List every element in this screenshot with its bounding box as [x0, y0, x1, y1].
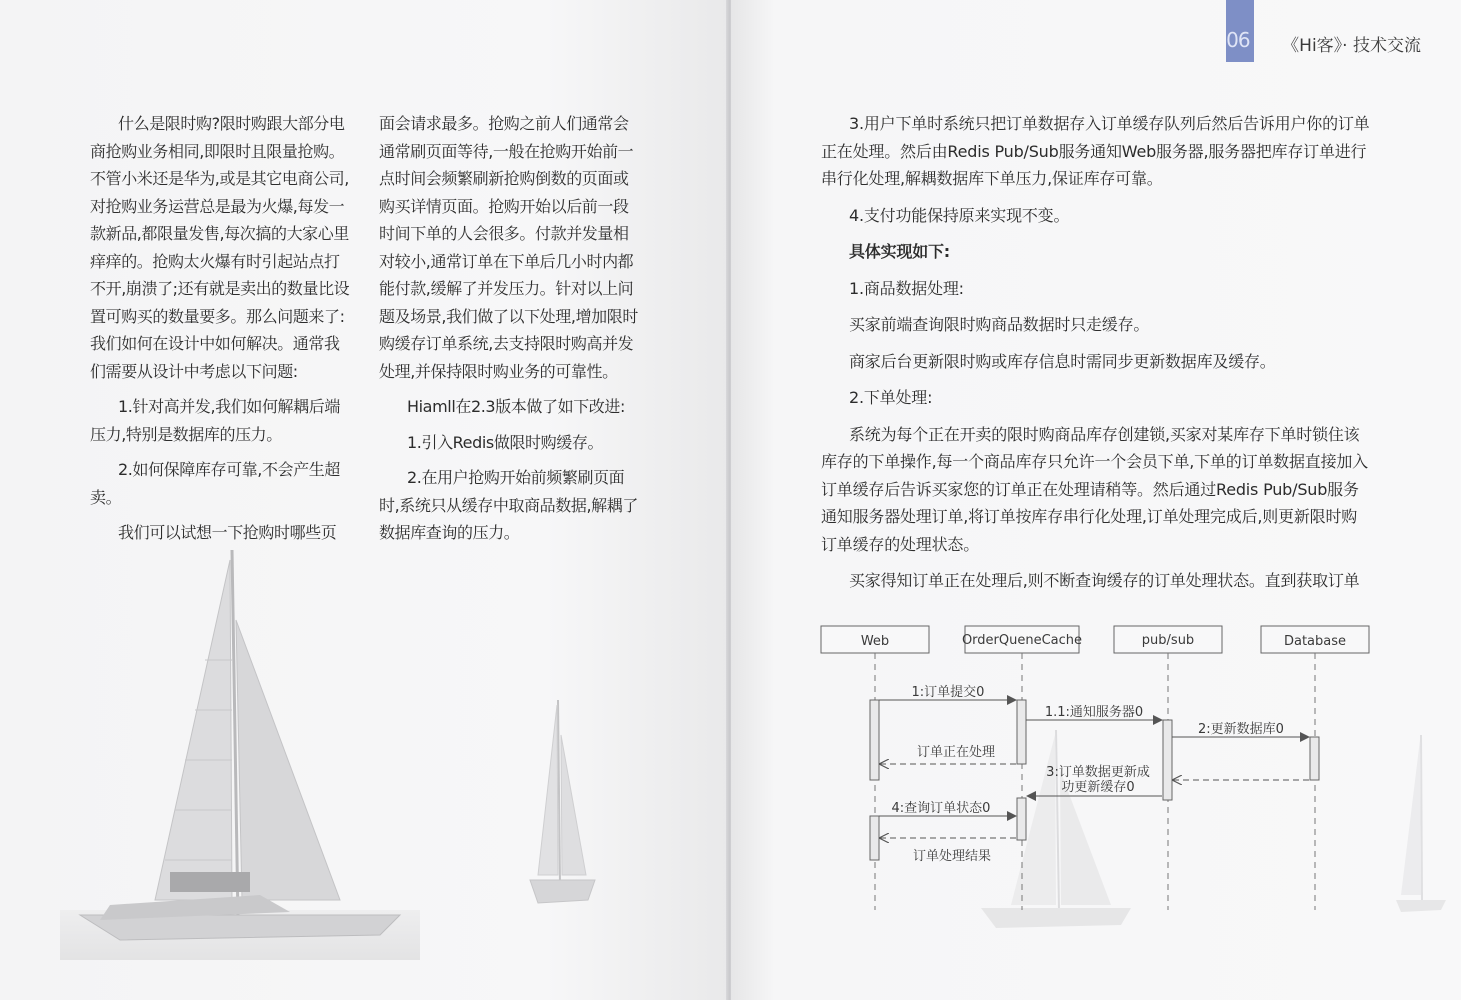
paragraph: 2.在用户抢购开始前频繁刷页面时,系统只从缓存中取商品数据,解耦了数据库查询的压力。: [379, 468, 638, 542]
message-label: 1.1:通知服务器0: [1044, 705, 1144, 720]
message-label: 1:订单提交0: [911, 685, 985, 700]
participant-label: pub/sub: [1141, 633, 1195, 648]
paragraph: 买家得知订单正在处理后,则不断查询缓存的订单处理状态。直到获取订单: [849, 571, 1360, 590]
participant-web: [821, 626, 929, 653]
paragraph: 什么是限时购?限时购跟大部分电商抢购业务相同,即限时且限量抢购。不管小米还是华为,或是其它电商公司,对抢购业务运营总是最为火爆,每发一款新品,都限量发售,每次搞的大家心里痒痒的。抢购太火爆有时引起站点打不开,崩溃了;还有就是卖出的数量比设置可购买的数量要多。那么问题来了:我们如何在设计中如何解决。通常我们需要从设计中考虑以下问题:: [90, 114, 350, 381]
sailboat-illustration: [60, 540, 420, 960]
paragraph: 4.支付功能保持原来实现不变。: [849, 205, 1070, 225]
paragraph: 买家前端查询限时购商品数据时只走缓存。: [849, 315, 1150, 334]
participant-label: OrderQueneCache: [961, 633, 1083, 648]
participant-database: [1261, 626, 1369, 653]
header-title: 《Hi客》· 技术交流: [1282, 35, 1421, 56]
participant-label: Database: [1283, 634, 1347, 649]
participant-pubsub: [1114, 626, 1222, 653]
section-heading: 具体实现如下:: [849, 242, 950, 261]
paragraph: 1.引入Redis做限时购缓存。: [407, 432, 604, 452]
page-number-tab: [1226, 0, 1254, 62]
sequence-diagram: [816, 620, 1376, 920]
left-column-1: [90, 110, 352, 555]
participant-order-cache: [962, 626, 1082, 653]
distant-sailboat-illustration: [1391, 730, 1451, 920]
participant-label: Web: [860, 634, 890, 649]
paragraph: 系统为每个正在开卖的限时购商品库存创建锁,买家对某库存下单时锁住该库存的下单操作,每一个商品库存只允许一个会员下单,下单的订单数据直接加入订单缓存后告诉买家您的订单正在处理请稍等。然后通过Redis Pub/Sub服务通知服务器处理订单,将订单按库存串行化处理,订单处理完成后,则更新限时购订单缓存的处理状态。: [821, 424, 1368, 554]
paragraph: 2.下单处理:: [849, 388, 933, 407]
page-number: 06: [1226, 28, 1250, 52]
page-header: [1226, 0, 1421, 62]
right-body-text: [821, 110, 1371, 604]
paragraph: 我们可以试想一下抢购时哪些页: [118, 523, 337, 542]
message-label: 订单正在处理: [916, 745, 996, 760]
message-label: 3:订单数据更新成: [1046, 765, 1150, 780]
left-column-2: [379, 110, 641, 555]
message-label: 功更新缓存0: [1061, 780, 1135, 795]
paragraph: 商家后台更新限时购或库存信息时需同步更新数据库及缓存。: [849, 351, 1276, 371]
paragraph: 3.用户下单时系统只把订单数据存入订单缓存队列后然后告诉用户你的订单正在处理。然后由Redis Pub/Sub服务通知Web服务器,服务器把库存订单进行串行化处理,解耦数据库下单压力,保证库存可靠。: [821, 114, 1370, 188]
right-page: [731, 0, 1461, 1000]
message-label: 4:查询订单状态0: [891, 801, 991, 816]
message-label: 2:更新数据库0: [1198, 722, 1284, 737]
message-label: 订单处理结果: [912, 849, 992, 864]
left-page: [0, 0, 728, 1000]
paragraph: Hiamll在2.3版本做了如下改进:: [407, 397, 625, 416]
paragraph: 1.商品数据处理:: [849, 278, 964, 298]
paragraph: 面会请求最多。抢购之前人们通常会通常刷页面等待,一般在抢购开始前一点时间会频繁刷新抢购倒数的页面或购买详情页面。抢购开始以后前一段时间下单的人会很多。付款并发量相对较小,通常订单在下单后几小时内都能付款,缓解了并发压力。针对以上问题及场景,我们做了以下处理,增加限时购缓存订单系统,去支持限时购高并发处理,并保持限时购业务的可靠性。: [379, 114, 638, 381]
paragraph: 2.如何保障库存可靠,不会产生超卖。: [90, 460, 340, 507]
paragraph: 1.针对高并发,我们如何解耦后端压力,特别是数据库的压力。: [90, 397, 340, 444]
small-sailboat-illustration: [520, 695, 610, 915]
